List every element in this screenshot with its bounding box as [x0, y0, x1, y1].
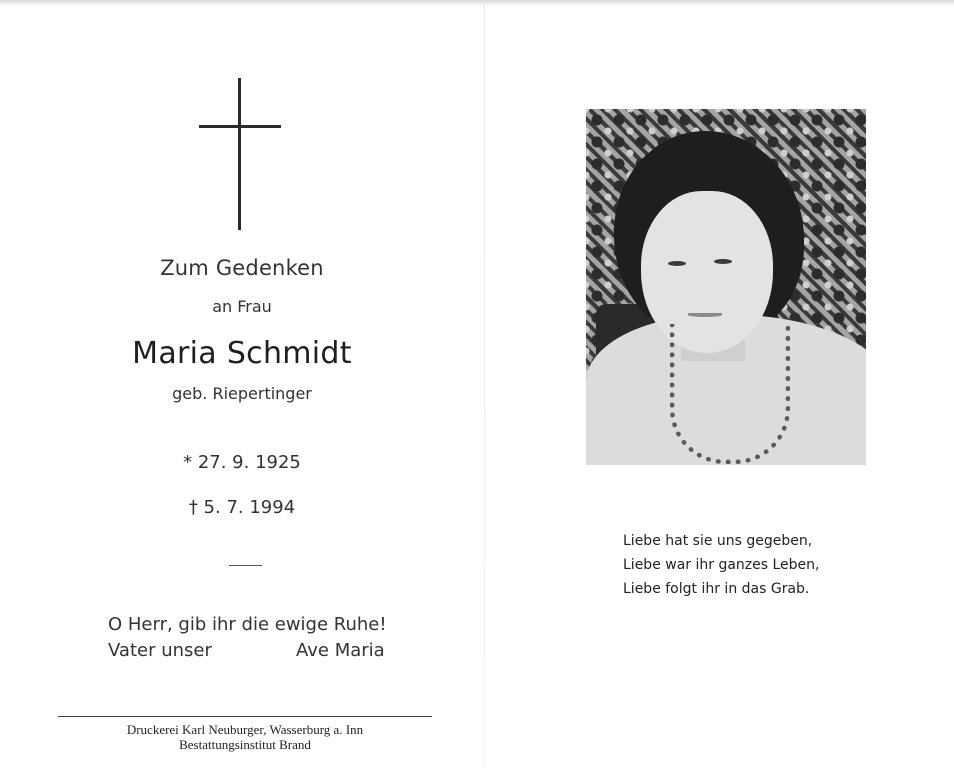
right-eye — [714, 259, 732, 264]
right-page — [485, 0, 954, 768]
footer-rule — [58, 716, 432, 717]
death-date: † 5. 7. 1994 — [188, 497, 296, 518]
prayer-vater-unser: Vater unser — [108, 640, 212, 661]
maiden-name: geb. Riepertinger — [172, 384, 312, 403]
cross-vertical-bar — [238, 78, 241, 230]
separator-dash — [229, 565, 262, 566]
prayer-ave-maria: Ave Maria — [296, 640, 385, 661]
verse-line: Liebe folgt ihr in das Grab. — [623, 581, 810, 597]
birth-date: * 27. 9. 1925 — [183, 452, 301, 473]
prayer-line: O Herr, gib ihr die ewige Ruhe! — [108, 614, 387, 635]
verse-line: Liebe hat sie uns gegeben, — [623, 533, 813, 549]
verse-line: Liebe war ihr ganzes Leben, — [623, 557, 820, 573]
mouth — [688, 313, 722, 317]
portrait-photo — [586, 109, 866, 465]
heading: Zum Gedenken — [160, 256, 324, 280]
cross-horizontal-bar — [199, 125, 281, 128]
deceased-name: Maria Schmidt — [132, 336, 352, 371]
left-eye — [668, 261, 686, 266]
printer-credit: Druckerei Karl Neuburger, Wasserburg a. Inn — [126, 722, 364, 737]
funeral-home-credit: Bestattungsinstitut Brand — [179, 737, 311, 752]
bead-necklace — [670, 324, 790, 464]
subheading: an Frau — [212, 297, 272, 316]
